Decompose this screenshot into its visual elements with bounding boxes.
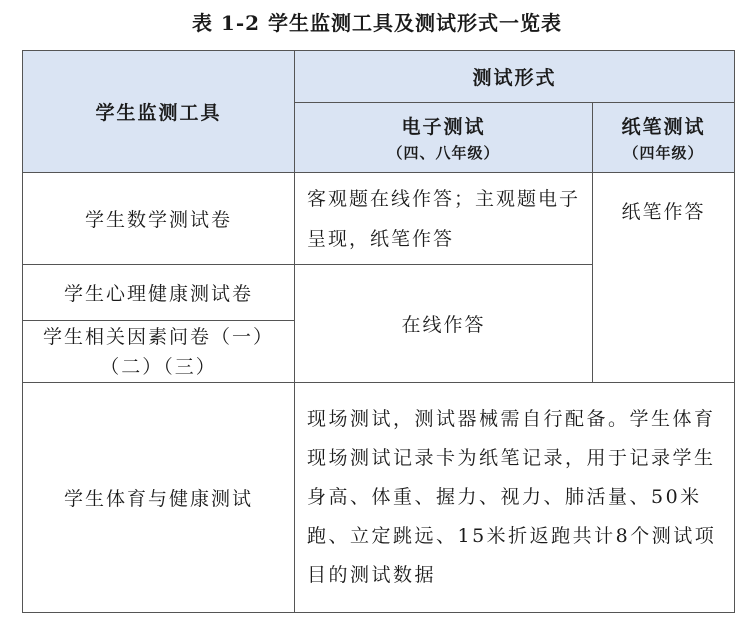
header-paper-grades: （四年级） bbox=[623, 144, 704, 162]
header-paper-label: 纸笔测试 bbox=[621, 116, 706, 138]
row-electronic-online: 在线作答 bbox=[295, 265, 593, 383]
row-electronic-pe-health: 现场测试，测试器械需自行配备。学生体育现场测试记录卡为纸笔记录，用于记录学生身高、体重、握力、视力、肺活量、50米跑、立定跳远、15米折返跑共计8个测试项目的测试数据 bbox=[295, 383, 735, 613]
row-electronic-math: 客观题在线作答；主观题电子呈现，纸笔作答 bbox=[295, 173, 593, 265]
header-paper bbox=[593, 103, 735, 173]
header-test-form: 测试形式 bbox=[295, 51, 735, 103]
row-tool-pe-health: 学生体育与健康测试 bbox=[23, 383, 295, 613]
header-electronic-label: 电子测试 bbox=[401, 116, 486, 138]
header-electronic bbox=[295, 103, 593, 173]
row-tool-mental-health: 学生心理健康测试卷 bbox=[23, 265, 295, 321]
header-tool-col: 学生监测工具 bbox=[23, 51, 295, 173]
row-tool-math: 学生数学测试卷 bbox=[23, 173, 295, 265]
table-caption: 表 1-2 学生监测工具及测试形式一览表 bbox=[191, 11, 563, 35]
row-tool-questionnaire: 学生相关因素问卷（一）（二）（三） bbox=[23, 321, 295, 383]
monitoring-tools-table bbox=[22, 50, 735, 613]
paper-merged-cell: 纸笔作答 bbox=[593, 173, 735, 383]
header-electronic-grades: （四、八年级） bbox=[387, 144, 500, 162]
